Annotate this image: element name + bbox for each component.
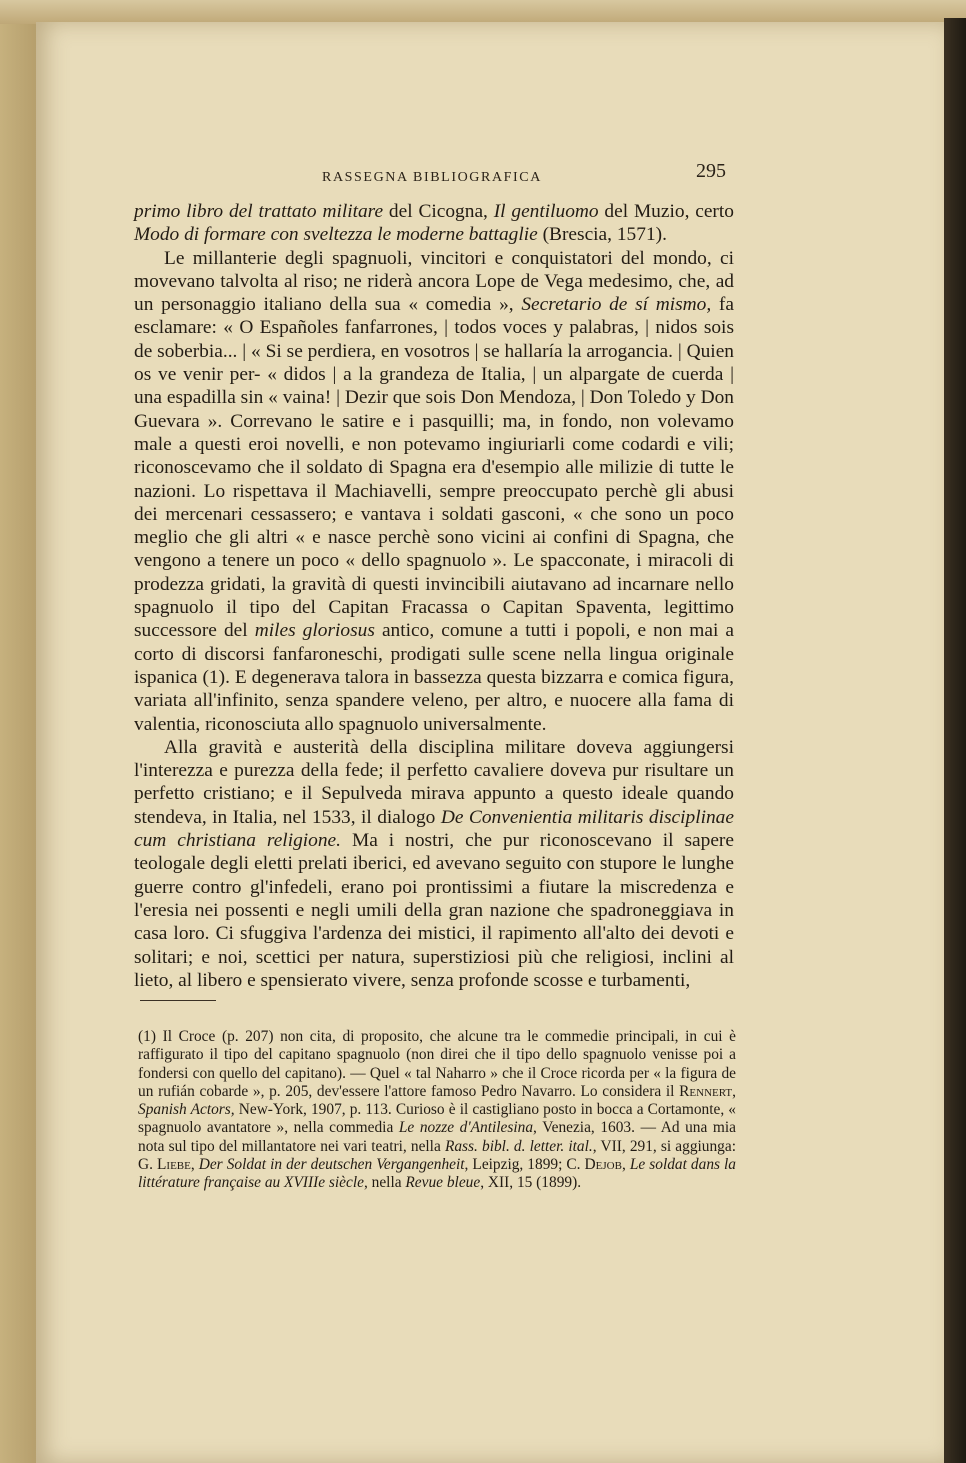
footnote-text: , VII, 291, si aggiunga: G.: [138, 1137, 736, 1174]
footnote-text: ,: [621, 1156, 630, 1174]
footnote-rule: [140, 1000, 216, 1001]
italic-title: primo libro del trattato militare: [134, 201, 384, 222]
italic-title: Secretario de sí mismo,: [521, 294, 712, 316]
italic-title: De Convenientia militaris disciplinae cum christiana religione.: [134, 806, 734, 852]
author-name: Rennert: [679, 1082, 733, 1100]
footnote-text: (1) Il Croce (p. 207) non cita, di proposito, che alcune tra le commedie principali, in cui è raffigurato il tipo del capitano spagnuolo (non direi che il tipo dello spagnuolo venisse poi a fondersi con quello del capitano). — Quel « tal Naharro » che il Croce ricorda per « la figura de un rufián cobarde », p. 205, dev'essere l'attore famoso Pedro Navarro. Lo considera il: [138, 1028, 736, 1100]
text-run: fa esclamare: « O Españoles fanfarrones, | todos voces y palabras, | nidos sois de soberbia... | « Si se perdiera, en vosotros | se hallaría la arrogancia. | Quien os ve venir per- « didos | a la grandeza de Italia, | un alpargate de cuerda | una espadilla sin « vaina! | Dezir que sois Don Mendoza, | Don Toledo y Don Guevara ». Correvano le satire e i pasquilli; ma, in fondo, non volevamo male a questi eroi novelli, e non potevamo ingiuriarli come codardi e vili; riconoscevamo che il soldato di Spagna era d'esempio alle milizie di tutte le nazioni. Lo rispettava il Machiavelli, sempre preoccupato perchè gli abusi dei mercenari cessassero; e vantava i soldati gasconi, « che sono un poco meglio che gli altri « e nasce perchè sono vicini ai confini di Spagna, che vengono a tenere un poco « dello spagnuolo ». Le spacconate, i miracoli di prodezza gridati, la gravità di questi invincibili aiutavano ad incarnare nello spagnuolo il tipo del Capitan Fracassa o Capitan Spaventa, legittimo successore del: [134, 294, 734, 642]
italic-title: Le nozze d'Antilesina: [398, 1119, 534, 1137]
author-name: Liebe: [157, 1156, 191, 1174]
text-run: Alla gravità e austerità della disciplina militare doveva aggiungersi l'interezza e purezza della fede; il perfetto cavaliere doveva pur risultare un perfetto cristiano; e il Sepulveda mirava appunto a questo ideale quando stendeva, in Italia, nel 1533, il dialogo: [134, 736, 734, 828]
footnote-text: ,: [190, 1156, 199, 1174]
text-run: Ma i nostri, che pur riconoscevano il sapere teologale degli eletti prelati iberici, ed avevano seguito con stupore le lunghe guerre contro gl'infedeli, erano poi prontissimi a fiutare la miscredenza e l'eresia nei possenti e negli umili della gran nazione che spadroneggiava in casa loro. Ci sfuggiva l'ardenza dei mistici, il rapimento all'alto dei devoti e solitari; e noi, scettici per natura, superstiziosi più che religiosi, inclini al lieto, al libero e spensierato vivere, senza profonde scosse e turbamenti,: [134, 830, 734, 991]
italic-title: Rass. bibl. d. letter. ital.: [444, 1137, 593, 1155]
italic-title: Modo di formare con sveltezza le moderne battaglie: [134, 224, 538, 246]
paragraph-1: [134, 200, 734, 247]
page-header: [130, 158, 730, 198]
italic-title: Revue bleue: [405, 1174, 481, 1192]
text-run: del Muzio, certo: [598, 201, 734, 222]
italic-title: Il gentiluomo: [493, 201, 599, 222]
text-run: (Brescia, 1571).: [537, 224, 667, 246]
text-run: antico, comune a tutti i popoli, e non mai a corto di discorsi fanfaroneschi, prodigati sulle scene nella lingua originale ispanica (1). E degenerava talora in bassezza questa bizzarra e comica figura, variata all'infinito, senza spandere veleno, per altro, e nuocere alla fama di valentia, riconosciuta allo spagnuolo universalmente.: [134, 620, 734, 735]
text-run: del Cicogna,: [383, 201, 494, 222]
running-title: RASSEGNA BIBLIOGRAFICA: [322, 170, 542, 185]
paragraph-3: [134, 736, 734, 992]
page-right-edge: [944, 18, 966, 1463]
italic-term: miles gloriosus: [254, 620, 375, 642]
italic-title: Spanish Actors,: [138, 1101, 235, 1119]
text-run: Le millanterie degli spagnuoli, vincitori e conquistatori del mondo, ci movevano talvolta al riso; ne riderà ancora Lope de Vega medesimo, che, ad un personaggio italiano della sua « comedia »,: [134, 247, 734, 316]
page-number: 295: [696, 160, 726, 182]
footnote-text: , nella: [363, 1174, 406, 1192]
footnote-text: , Venezia, 1603. — Ad una mia nota sul tipo del millantatore nei vari teatri, nella: [138, 1119, 736, 1155]
page-top-edge: [0, 0, 966, 24]
italic-title: Le soldat dans la littérature française au XVIIIe siècle: [138, 1156, 737, 1192]
book-gutter: [0, 0, 38, 1463]
paragraph-2: [134, 247, 734, 736]
footnote-text: , Leipzig, 1899; C.: [464, 1156, 585, 1174]
author-name: Dejob: [584, 1156, 622, 1174]
footnote: [138, 1028, 736, 1193]
footnote-text: New-York, 1907, p. 113. Curioso è il castigliano posto in bocca a Cortamonte, « spagnuolo avantatore », nella commedia: [138, 1101, 736, 1137]
main-text: [134, 200, 734, 992]
footnote-text: ,: [732, 1082, 736, 1100]
italic-title: Der Soldat in der deutschen Vergangenheit: [198, 1156, 465, 1174]
footnote-text: , XII, 15 (1899).: [480, 1174, 582, 1192]
